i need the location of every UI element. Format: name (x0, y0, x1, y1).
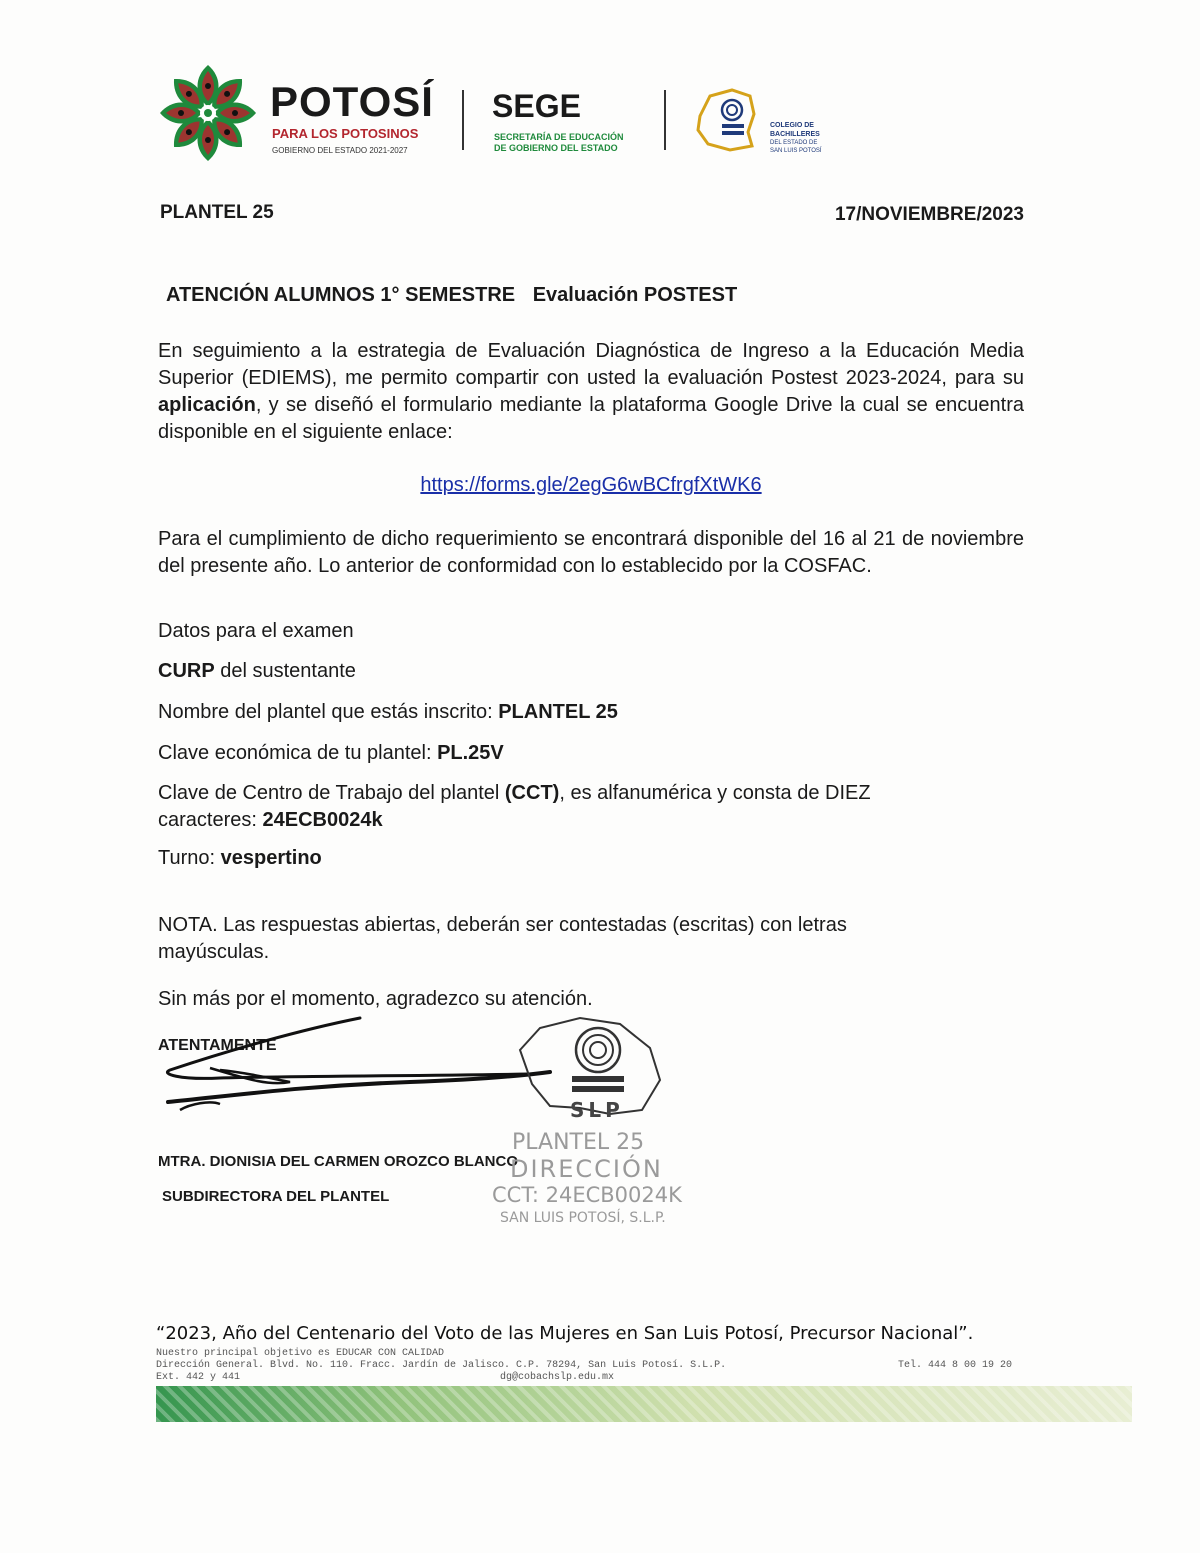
header-divider-2 (664, 90, 666, 150)
plantel-value: PLANTEL 25 (498, 701, 618, 723)
document-date: 17/NOVIEMBRE/2023 (834, 204, 1024, 225)
cct-label-b: , es alfanumérica y consta de DIEZ (559, 782, 871, 804)
sege-logo (492, 88, 652, 158)
signature-scribble (150, 1010, 570, 1120)
closing-line: Sin más por el momento, agradezco su atención. (158, 988, 593, 1010)
turno-value: vespertino (220, 847, 322, 869)
exam-turno (158, 845, 322, 872)
exam-heading: Datos para el examen (158, 620, 354, 642)
potosi-period: GOBIERNO DEL ESTADO 2021-2027 (272, 146, 408, 155)
header-divider-1 (462, 90, 464, 150)
subject-line (166, 284, 737, 307)
plantel-label: Nombre del plantel que estás inscrito: (158, 701, 499, 723)
cobach-line1: COLEGIO DE (770, 122, 814, 129)
potosi-logo (158, 60, 458, 170)
turno-label: Turno: (158, 847, 221, 869)
signer-role: SUBDIRECTORA DEL PLANTEL (162, 1188, 390, 1205)
sege-title: SEGE (492, 88, 581, 124)
sege-line2: DE GOBIERNO DEL ESTADO (494, 143, 618, 153)
cct-line-2 (158, 807, 871, 834)
paragraph-availability: Para el cumplimiento de dicho requerimiento se encontrará disponible del 16 al 21 de noviembre del presente año. Lo anterior de conformidad con lo establecido por la COSFAC. (158, 528, 1024, 577)
link-container (0, 472, 1182, 499)
exam-clave (158, 740, 504, 767)
subject-main: ATENCIÓN ALUMNOS 1° SEMESTRE (166, 284, 516, 306)
cobach-line4: SAN LUIS POTOSÍ (770, 148, 822, 154)
intro-text-b: , y se diseñó el formulario mediante la plataforma Google Drive la cual se encuentra disponible en el siguiente enlace: (158, 394, 1024, 443)
cobach-emblem-icon (692, 86, 764, 156)
footer-line2: Dirección General. Blvd. No. 110. Fracc. Jardín de Jalisco. C.P. 78294, San Luis Potosí. S.L.P. (156, 1360, 727, 1371)
footer-motto: “2023, Año del Centenario del Voto de las Mujeres en San Luis Potosí, Precursor Nacional”. (156, 1323, 974, 1344)
subject-eval: Evaluación POSTEST (532, 284, 738, 306)
curp-rest: del sustentante (214, 660, 356, 682)
stamp-line4: SAN LUIS POTOSÍ, S.L.P. (500, 1210, 666, 1226)
footer-pattern-bar (156, 1386, 1132, 1422)
sege-line1: SECRETARÍA DE EDUCACIÓN (494, 132, 624, 142)
stamp-line2: DIRECCIÓN (510, 1155, 663, 1183)
cobach-logo (692, 86, 842, 166)
cct-label-bold: (CCT) (504, 782, 560, 804)
stamp-line3: CCT: 24ECB0024K (492, 1183, 682, 1207)
plantel-header: PLANTEL 25 (160, 202, 274, 223)
signer-name: MTRA. DIONISIA DEL CARMEN OROZCO BLANCO (158, 1153, 518, 1170)
form-link[interactable]: https://forms.gle/2egG6wBCfrgfXtWK6 (420, 474, 762, 496)
exam-plantel (158, 699, 618, 726)
cct-value: 24ECB0024k (262, 809, 383, 831)
cct-line-1 (158, 780, 871, 807)
exam-curp (158, 658, 356, 685)
clave-value: PL.25V (437, 742, 504, 764)
intro-text-a: En seguimiento a la estrategia de Evaluación Diagnóstica de Ingreso a la Educación Media Superior (EDIEMS), me permito compartir con usted la evaluación Postest 2023-2024, para su (158, 340, 1024, 389)
curp-bold: CURP (158, 660, 215, 682)
potosi-title: POTOSÍ (270, 78, 434, 125)
stamp-line1: PLANTEL 25 (512, 1130, 645, 1155)
paragraph-intro (158, 338, 1024, 446)
clave-label: Clave económica de tu plantel: (158, 742, 438, 764)
footer-line3: Ext. 442 y 441 (156, 1372, 241, 1383)
exam-cct (158, 780, 871, 834)
footer-email: dg@cobachslp.edu.mx (500, 1372, 615, 1383)
atentamente-label: ATENTAMENTE (158, 1037, 277, 1054)
nota-paragraph: NOTA. Las respuestas abiertas, deberán ser contestadas (escritas) con letras mayúsculas. (158, 914, 847, 963)
footer-line1: Nuestro principal objetivo es EDUCAR CON CALIDAD (156, 1348, 445, 1359)
cobach-line3: DEL ESTADO DE (770, 140, 818, 146)
footer-tel: Tel. 444 8 00 19 20 (898, 1360, 1013, 1371)
intro-bold: aplicación (158, 394, 256, 416)
cobach-line2: BACHILLERES (770, 131, 820, 138)
cct-label-c: caracteres: (158, 809, 263, 831)
potosi-emblem-icon (158, 60, 258, 166)
cct-label-a: Clave de Centro de Trabajo del plantel (158, 782, 505, 804)
potosi-subtitle: PARA LOS POTOSINOS (272, 126, 419, 141)
stamp-slp: SLP (570, 1098, 624, 1122)
